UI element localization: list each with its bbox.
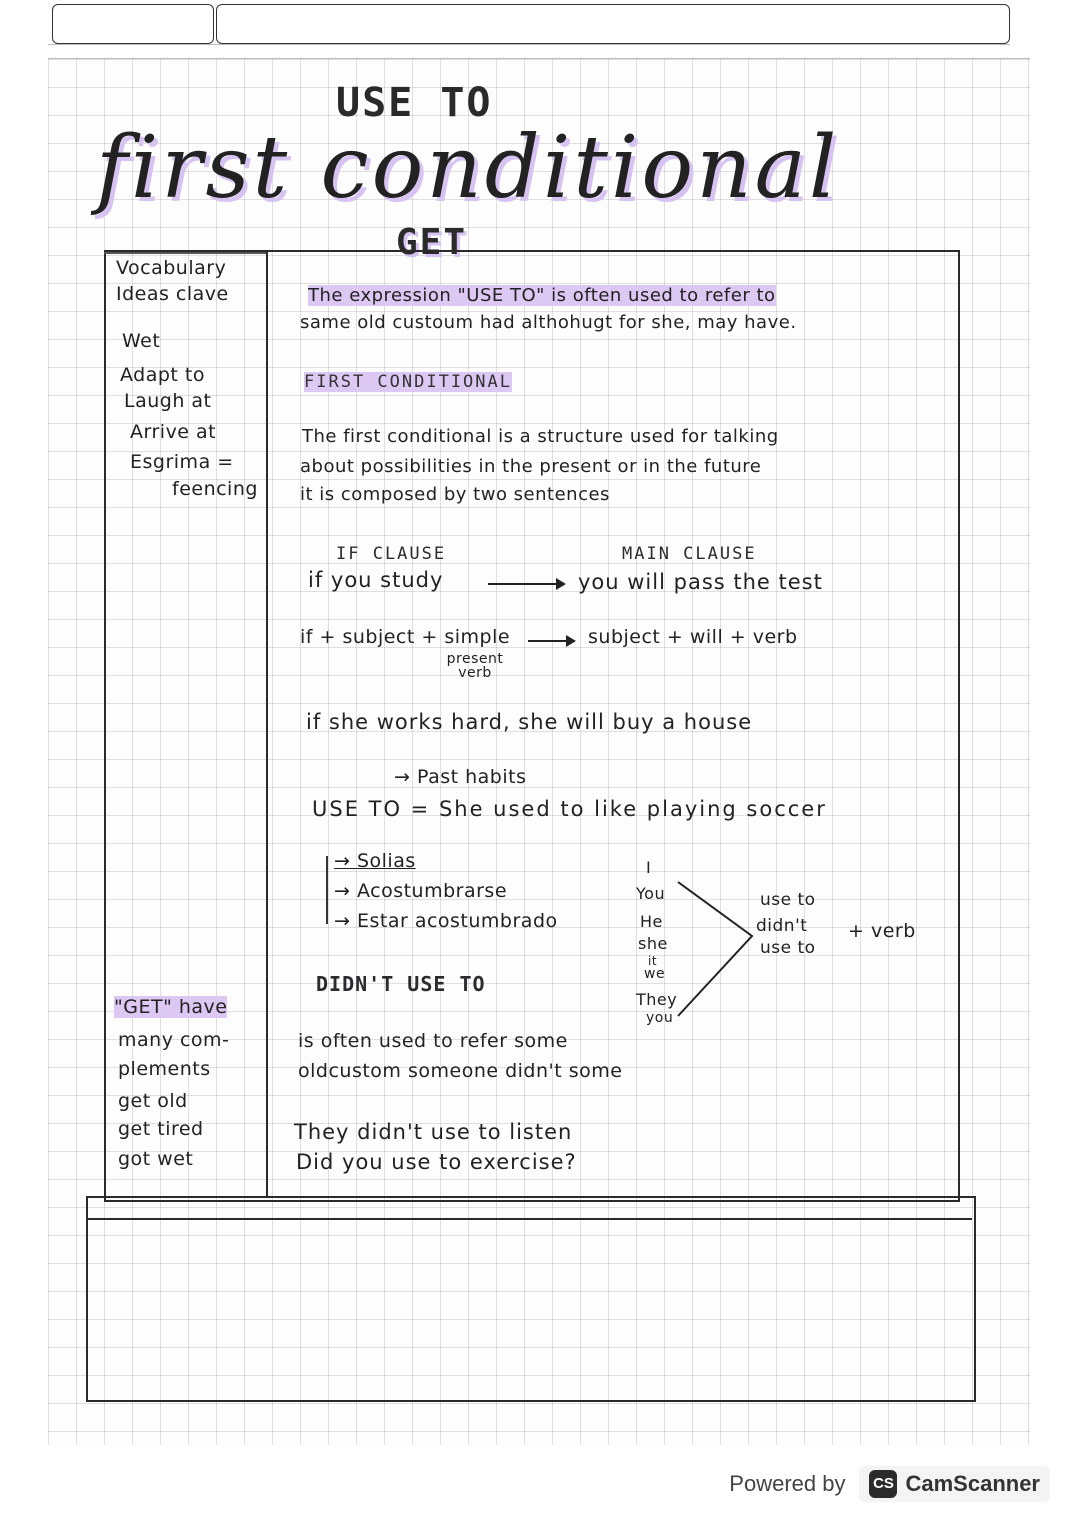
past-habits: → Past habits [394,766,527,788]
meaning-text: Estar acostumbrado [356,910,558,932]
vocab-word: Arrive at [130,421,217,443]
summary-box [86,1196,976,1402]
example-sentence: They didn't use to listen [294,1120,573,1144]
pronoun: we [644,966,666,982]
didnt-heading: DIDN'T USE TO [316,972,486,996]
meaning-item: → Estar acostumbrado [334,910,558,932]
fc-definition-line: The first conditional is a structure used for talking [302,426,779,447]
fc-definition-line: about possibilities in the present or in the future [300,456,762,477]
column-divider [266,252,268,1198]
get-note-line: get tired [118,1118,204,1140]
form-use-to: use to [760,890,816,910]
example-sentence: Did you use to exercise? [296,1150,577,1174]
powered-by-text: Powered by [729,1471,846,1496]
get-note-line: many com- [118,1029,230,1051]
meaning-text: Acostumbrarse [356,880,508,902]
get-note-line: got wet [118,1148,194,1170]
vocab-word: Esgrima = [130,451,234,473]
get-note-line: plements [118,1058,211,1080]
pronoun-brace [676,880,758,1020]
didnt-def-line: oldcustom someone didn't some [298,1060,623,1082]
summary-rule [86,1218,972,1220]
main-clause-label: MAIN CLAUSE [622,544,757,564]
camscanner-name: CamScanner [905,1471,1040,1496]
vocab-word: Laugh at [124,390,212,412]
intro-text: The expression "USE TO" is often used to refer to [308,285,776,306]
sub-title: GET [396,222,468,263]
vocab-word: Adapt to [120,364,205,386]
formula-if: if + subject + simple [300,626,511,648]
pronoun: she [638,934,668,953]
meaning-item: → Solias [334,850,416,872]
pronoun: you [646,1010,674,1026]
get-note-line: get old [118,1090,188,1112]
if-clause-label: IF CLAUSE [336,544,447,564]
formula-main: subject + will + verb [588,626,798,648]
top-title: USE TO [336,80,493,126]
page-title: first conditional [96,118,840,218]
pronoun: They [636,990,678,1009]
intro-line [308,285,776,306]
scanner-badge [729,1466,1050,1502]
example-if: if you study [308,568,444,592]
fc-definition-line: it is composed by two sentences [300,484,610,505]
pronoun: I [646,858,652,877]
camscanner-logo [859,1466,1050,1502]
vocab-word: feencing [172,478,258,500]
plus-verb: + verb [848,920,916,942]
meaning-item: → Acostumbrarse [334,880,508,902]
header-box [216,4,1010,44]
fc-heading [304,372,512,392]
camscanner-icon: CS [869,1470,897,1498]
pronoun: You [636,884,666,903]
didnt-def-line: is often used to refer some [298,1030,568,1052]
form-use-to-2: use to [760,938,816,958]
meaning-text: Solias [356,850,416,872]
vocab-heading: Vocabulary [116,257,227,279]
get-note-line [114,996,227,1018]
date-box [52,4,214,44]
arrow-icon [488,583,564,585]
formula-sub: present verb [446,651,504,681]
vocab-subheading: Ideas clave [116,283,229,305]
use-to-definition: USE TO = She used to like playing soccer [312,797,827,821]
vocab-word: Wet [122,330,161,352]
bracket-line [326,856,328,924]
sidebar-top-rule [104,252,266,254]
get-note-highlight: "GET" have [114,996,228,1018]
example-main: you will pass the test [578,570,823,594]
pronoun: it [648,954,658,968]
intro-line: same old custoum had althohugt for she, may have. [300,312,797,333]
fc-heading-text: FIRST CONDITIONAL [304,372,512,392]
example-2: if she works hard, she will buy a house [306,710,753,734]
form-didnt: didn't [756,916,808,936]
arrow-icon [528,640,574,642]
pronoun: He [640,912,663,931]
